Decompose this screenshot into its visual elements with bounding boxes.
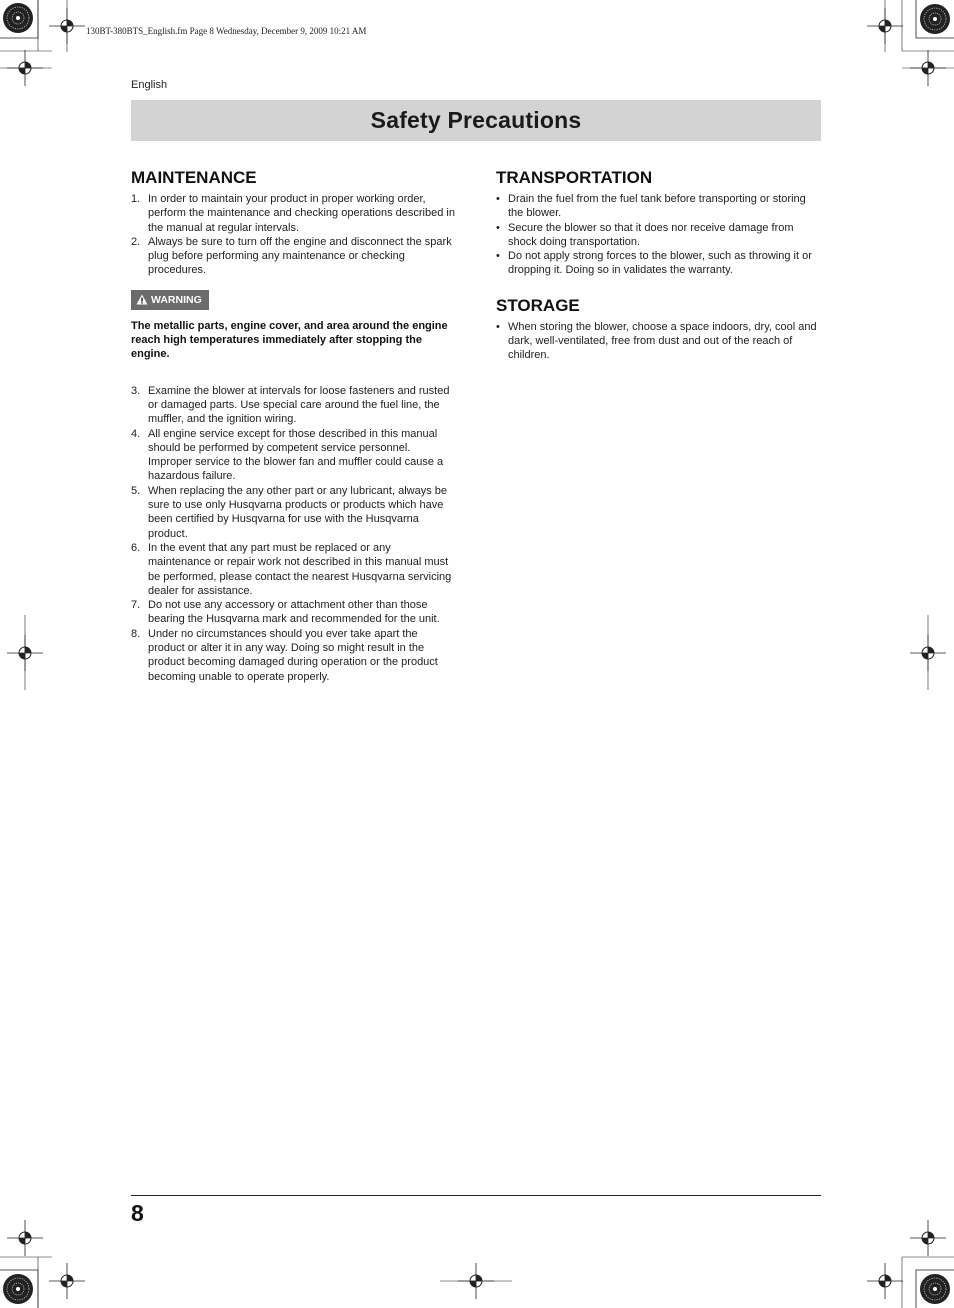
list-text: Do not apply strong forces to the blower, such as throwing it or dropping it. Doing so in validates the warranty. <box>508 250 812 277</box>
bullet: • <box>496 221 500 234</box>
list-text: All engine service except for those described in this manual should be performed by competent service personnel. Improper service to the blower fan and muffler could cause a hazardous failure. <box>148 427 444 483</box>
list-number: 5. <box>131 484 141 497</box>
language-label: English <box>131 79 168 91</box>
page-number: 8 <box>131 1200 144 1226</box>
list-item <box>131 427 456 484</box>
storage-heading: STORAGE <box>496 295 580 315</box>
warning-text: The metallic parts, engine cover, and area around the engine reach high temperatures immediately after stopping the engine. <box>131 319 448 361</box>
bullet: • <box>496 320 500 333</box>
list-number: 6. <box>131 541 141 554</box>
list-number: 2. <box>131 235 141 248</box>
list-item <box>131 484 456 541</box>
list-text: In the event that any part must be replaced or any maintenance or repair work not described in this manual must be performed, please contact the nearest Husqvarna servicing dealer for assistance. <box>148 541 452 597</box>
storage-list <box>496 320 821 363</box>
list-number: 1. <box>131 193 141 205</box>
maintenance-heading: MAINTENANCE <box>131 168 257 187</box>
footer-rule <box>131 1195 821 1196</box>
list-item <box>131 384 456 427</box>
maintenance-section <box>131 168 456 684</box>
page-title: Safety Precautions <box>370 107 582 133</box>
list-text: Drain the fuel from the fuel tank before transporting or storing the blower. <box>508 193 806 220</box>
list-text: Under no circumstances should you ever take apart the product or alter it in any way. Doing so might result in the product becoming damaged during operation or the product becoming unable to operate properly. <box>148 627 438 683</box>
list-text: Do not use any accessory or attachment other than those bearing the Husqvarna mark and recommended for the unit. <box>148 599 440 626</box>
maintenance-list-a <box>131 192 456 278</box>
list-number: 8. <box>131 627 141 640</box>
warning-triangle-icon <box>136 294 148 305</box>
list-item <box>131 541 456 598</box>
list-item <box>496 221 821 250</box>
warning-label: WARNING <box>151 293 202 306</box>
list-text: Always be sure to turn off the engine and disconnect the spark plug before performing any maintenance or checking procedures. <box>148 235 452 277</box>
transportation-list <box>496 192 821 278</box>
list-text: When storing the blower, choose a space indoors, dry, cool and dark, well-ventilated, free from dust and out of the reach of children. <box>508 320 817 362</box>
file-info-header: 130BT-380BTS_English.fm Page 8 Wednesday, December 9, 2009 10:21 AM <box>86 26 367 36</box>
list-text: When replacing the any other part or any lubricant, always be sure to use only Husqvarna products or products which have been certified by Husqvarna for use with the Husqvarna product. <box>148 484 447 540</box>
list-item <box>131 235 456 278</box>
list-text: In order to maintain your product in proper working order, perform the maintenance and checking operations described in the manual at regular intervals. <box>148 193 455 234</box>
bullet: • <box>496 193 500 205</box>
warning-badge <box>131 290 209 310</box>
list-number: 4. <box>131 427 141 440</box>
bullet: • <box>496 250 500 263</box>
list-item <box>496 320 821 363</box>
list-number: 7. <box>131 599 141 612</box>
list-number: 3. <box>131 384 141 397</box>
transportation-heading: TRANSPORTATION <box>496 168 653 187</box>
list-item <box>131 627 456 684</box>
list-item <box>131 192 456 235</box>
list-text: Secure the blower so that it does nor receive damage from shock doing transportation. <box>508 221 794 248</box>
title-bar <box>131 100 821 141</box>
list-item <box>496 249 821 278</box>
list-item <box>131 598 456 627</box>
right-column <box>496 168 821 363</box>
maintenance-list-b <box>131 384 456 684</box>
list-item <box>496 192 821 221</box>
list-text: Examine the blower at intervals for loose fasteners and rusted or damaged parts. Use special care around the fuel line, the muffler, and the ignition wiring. <box>148 384 450 426</box>
